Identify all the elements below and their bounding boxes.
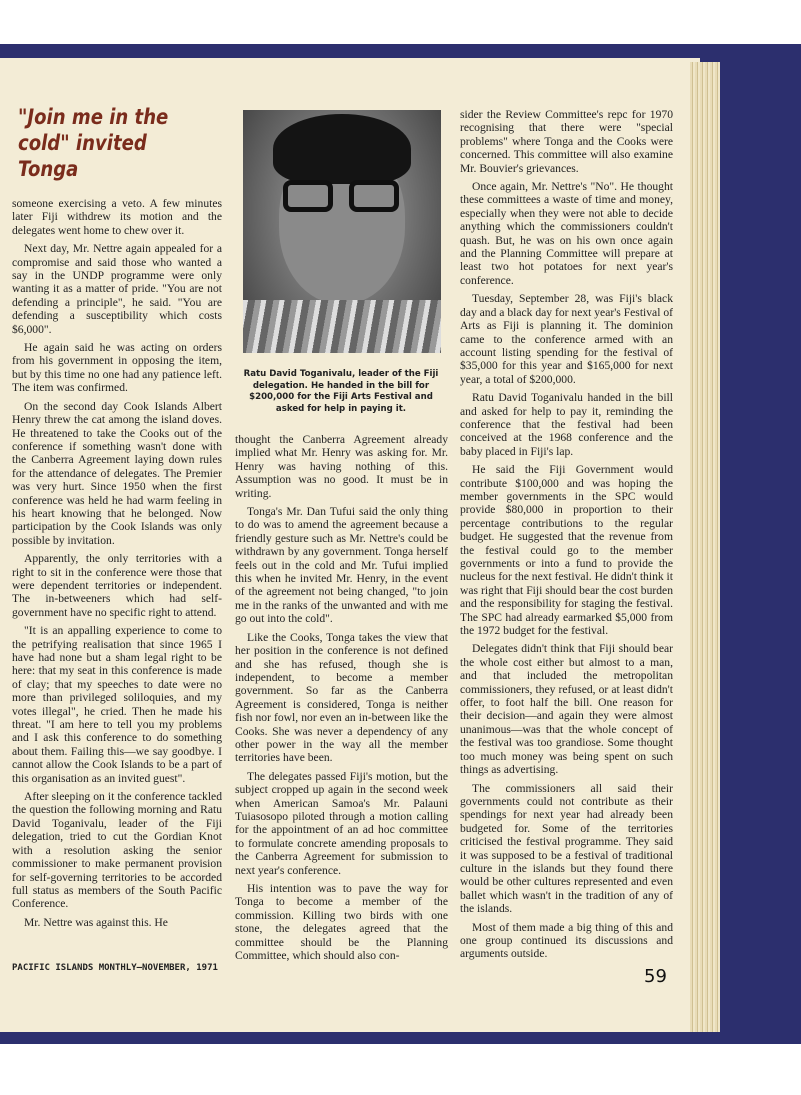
paragraph: On the second day Cook Islands Albert Henry threw the cat among the island doves. He threatened to take the Cooks out of the conference if something wasn't done with the Canberra Agreement laying down rules for the attendance of delegates. The Premier was very hurt. Since 1950 when the first conference was held he had warm feeling in his heart knowing that he belonged. Now participation by the Cook Islands was only possible by invitation. — [12, 399, 222, 547]
page-edges — [690, 62, 720, 1032]
paragraph: The delegates passed Fiji's motion, but the subject cropped up again in the second week when American Samoa's Mr. Palauni Tuiasosopo piloted through a motion calling for the appointment of an ad hoc committee to formulate concrete amending proposals to the Canberra Agreement for submission to next year's conference. — [235, 769, 448, 877]
column-2 — [235, 433, 448, 967]
publication-footer: PACIFIC ISLANDS MONTHLY—NOVEMBER, 1971 — [12, 963, 218, 973]
paragraph: Tonga's Mr. Dan Tufui said the only thing to do was to amend the agreement because a friendly gesture such as Mr. Nettre's could be withdrawn by any government. Tonga herself feels out in the cold and Mr. Tufui implied this when he invited Mr. Henry, in the event of the agreement not being changed, "to join me in the ranks of the unwanted and with me go out into the cold". — [235, 505, 448, 626]
paragraph: Apparently, the only territories with a right to sit in the conference were those that were dependent territories or independent. The in-betweeners which had self-government have no specific right to attend. — [12, 552, 222, 619]
paragraph: He again said he was acting on orders from his government in opposing the item, but by this time no one had any patience left. The item was confirmed. — [12, 341, 222, 395]
paragraph: The commissioners all said their governments could not contribute as their spendings for next year had already been budgeted for. Some of the territories criticised the festival programme. They said it was supposed to be a festival of traditional culture in the islands but they found there would be other cultures represented and even ballet which wasn't in the tradition of any of the islands. — [460, 781, 673, 916]
paragraph: Tuesday, September 28, was Fiji's black day and a black day for next year's Festival of Arts as Fiji is planning it. The dominion came to the conference armed with an account listing spending for the festival of $35,000 for this year and $165,000 for next year, a total of $200,000. — [460, 292, 673, 386]
paragraph: someone exercising a veto. A few minutes later Fiji withdrew its motion and the delegates went home to chew over it. — [12, 197, 222, 237]
paragraph: thought the Canberra Agreement already implied what Mr. Henry was asking for. Mr. Henry was having nothing of this. Assumption was no good. It must be in writing. — [235, 433, 448, 500]
page-number: 59 — [644, 966, 667, 987]
paragraph: Delegates didn't think that Fiji should bear the whole cost either but almost to a man, and that included the metropolitan commissioners, they refused, or at least didn't offer, to foot half the bill. One reason for their decision—and again they were almost unanimous—was that the whole concept of the festival was too grandiose. Some thought too much money was being spent on such things as advertising. — [460, 642, 673, 777]
paragraph: His intention was to pave the way for Tonga to become a member of the commission. Killing two birds with one stone, the delegates agreed that the committee should be the Planning Committee, which should also con- — [235, 882, 448, 963]
book-binding-right — [712, 44, 801, 1044]
column-1 — [12, 197, 222, 934]
paragraph: Next day, Mr. Nettre again appealed for a compromise and said those who wanted a say in the UNDP programme were only wanting it as a matter of pride. "You are not defending a principle", he said. "You are defending a susceptibility which costs $6,000". — [12, 242, 222, 336]
paragraph: "It is an appalling experience to come to the petrifying realisation that since 1965 I have had none but a sham legal right to be here: that my seat in this conference is made of clay; that my speeches to date were no more than privileged soliloquies, and my votes illegal", he cried. Then he made his threat. "I am here to tell you my problems and I ask this conference to do something about them. Failing this—we say goodbye. I cannot allow the Cook Islands to be a part of this organisation as an invited guest". — [12, 624, 222, 785]
paragraph: Most of them made a big thing of this and one group continued its discussions and arguments outside. — [460, 920, 673, 961]
paragraph: He said the Fiji Government would contribute $100,000 and was hoping the member governments in the SPC would provide $80,000 in proportion to their percentage contributions to the regular budget. He suggested that the revenue from the festival could go to the member governments or into a fund to provide the nucleus for the next festival. He didn't think it was right that Fiji should bear the cost burden and the responsibility for staging the festival. The SPC had already earmarked $5,000 from the 1972 budget for the festival. — [460, 463, 673, 638]
portrait-shirt — [243, 300, 441, 353]
paragraph: After sleeping on it the conference tackled the question the following morning and Ratu David Toganivalu, leader of the Fiji delegation, tried to cut the Gordian Knot with a resolution asking the senior commissioner to make permanent provision for self-governing territories to be accorded full status as members of the South Pacific Conference. — [12, 790, 222, 911]
book-binding-bottom — [0, 1030, 801, 1044]
portrait-glasses — [283, 180, 403, 214]
photo-caption: Ratu David Toganivalu, leader of the Fiji delegation. He handed in the bill for $200,000 for the Fiji Arts Festival and asked for help in paying it. — [243, 369, 439, 414]
paragraph: Like the Cooks, Tonga takes the view that her position in the conference is not defined and she has refused, though she is independent, to become a member government. So far as the Canberra Agreement is considered, Tonga is neither fish nor fowl, nor even an in-between like the Cooks. She was never a dependency of any other power in the way all the member territories have been. — [235, 630, 448, 765]
portrait-photo — [243, 110, 441, 353]
paragraph: Mr. Nettre was against this. He — [24, 915, 168, 929]
paragraph: Once again, Mr. Nettre's "No". He thought these committees a waste of time and money, especially when they were not able to decide anything which the commissioners couldn't quash. But, he was on his own once again and the Planning Committee will prepare at least two hot potatoes for next year's conference. — [460, 180, 673, 287]
column-3 — [460, 108, 673, 966]
paragraph: sider the Review Committee's repc for 1970 recognising that there were "special problems" where Tonga and the Cooks were concerned. This committee will also examine Mr. Bouvier's grievances. — [460, 108, 673, 175]
article-title: "Join me in the cold" invited Tonga — [18, 105, 169, 181]
paragraph: Ratu David Toganivalu handed in the bill and asked for help to pay it, reminding the conference that the festival had been conceived at the 1968 conference and the baby placed in Fiji's lap. — [460, 391, 673, 458]
portrait-hair — [273, 114, 411, 184]
